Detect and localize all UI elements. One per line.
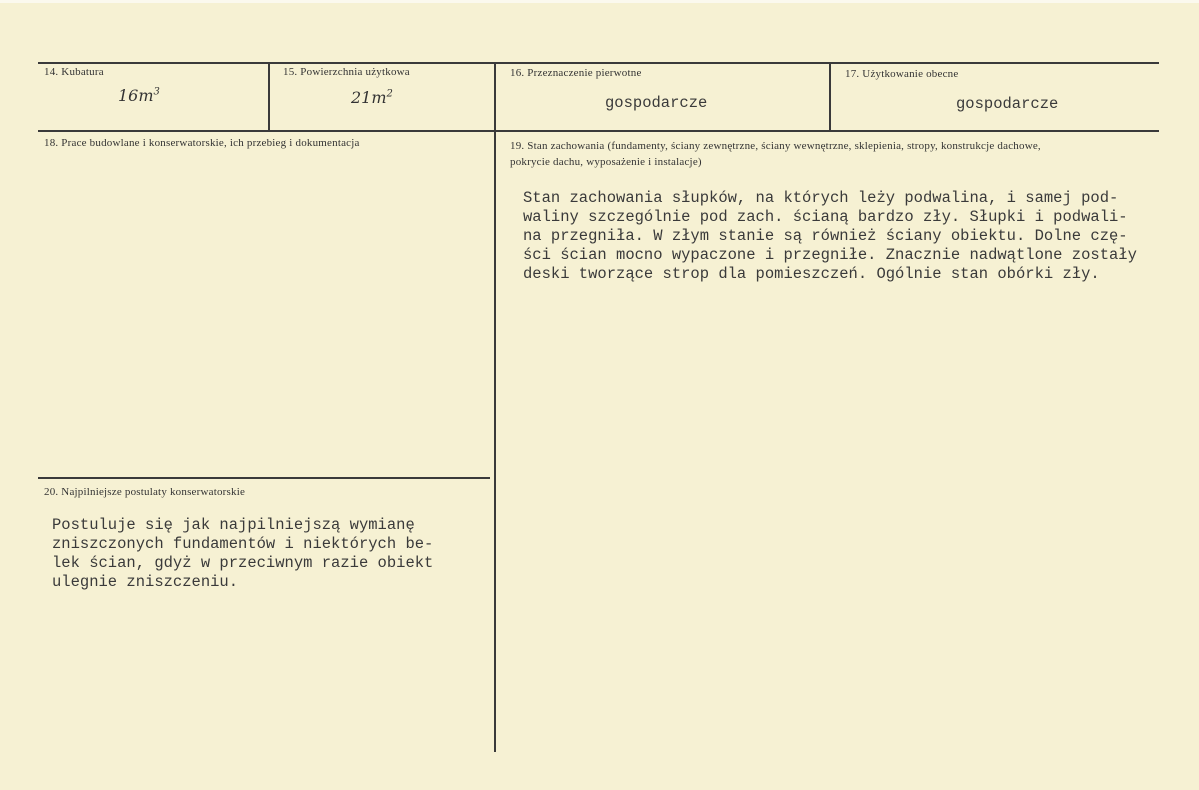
section-20-rule xyxy=(38,477,490,479)
top-rule xyxy=(38,62,1159,64)
divider-14-15 xyxy=(268,62,270,132)
field-14-value xyxy=(118,86,160,105)
divider-16-17 xyxy=(829,62,831,132)
field-15-exponent: 2 xyxy=(386,88,393,100)
row1-bottom-rule xyxy=(38,130,1159,132)
field-15-number: 21m xyxy=(351,88,387,107)
field-18-label: 18. Prace budowlane i konserwatorskie, ich przebieg i dokumentacja xyxy=(44,137,360,149)
field-14-exponent: 3 xyxy=(153,86,160,98)
field-16-value: gospodarcze xyxy=(605,94,708,112)
divider-main xyxy=(494,62,496,752)
field-14-label: 14. Kubatura xyxy=(44,66,104,78)
field-14-number: 16m xyxy=(118,86,154,105)
field-20-label: 20. Najpilniejsze postulaty konserwatorskie xyxy=(44,486,246,498)
field-19-text: Stan zachowania słupków, na których leży podwalina, i samej pod- waliny szczególnie pod zach. ścianą bardzo zły. Słupki i podwali- na przegniła. W złym stanie są również ściany obiektu. Dolne czę- ści ścian mocno wypaczone i przegniłe. Znacznie nadwątlone zostały deski tworzące strop dla pomieszczeń. Ogólnie stan obórki zły. xyxy=(523,189,1137,283)
field-19-label: 19. Stan zachowania (fundamenty, ściany zewnętrzne, ściany wewnętrzne, sklepienia, stropy, konstrukcje dachowe, pokrycie dachu, wyposażenie i instalacje) xyxy=(510,140,1041,168)
field-17-label: 17. Użytkowanie obecne xyxy=(845,68,959,80)
page-edge xyxy=(0,0,1199,3)
field-16-label: 16. Przeznaczenie pierwotne xyxy=(510,67,642,79)
field-20-text: Postuluje się jak najpilniejszą wymianę zniszczonych fundamentów i niektórych be- lek ścian, gdyż w przeciwnym razie obiekt ulegnie zniszczeniu. xyxy=(52,516,434,591)
field-17-value: gospodarcze xyxy=(956,95,1059,113)
field-15-label: 15. Powierzchnia użytkowa xyxy=(283,66,410,78)
field-15-value xyxy=(351,88,393,107)
